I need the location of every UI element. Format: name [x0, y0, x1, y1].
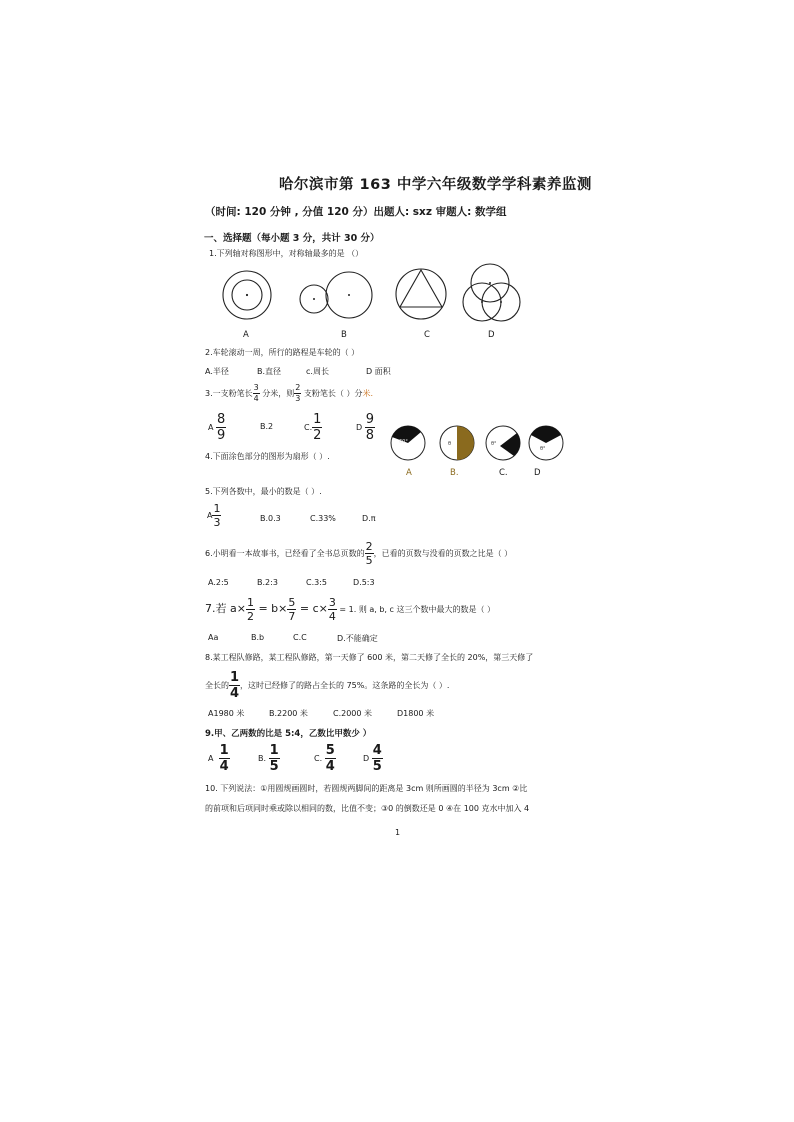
q3-fraction-1: $\frac{3}{4}$ — [253, 383, 259, 403]
q7-option-b: B.b — [251, 633, 265, 642]
q6-fraction: $\frac{2}{5}$ — [365, 540, 373, 567]
q5-option-d: D.π — [362, 514, 376, 523]
q6-option-c: C.3:5 — [306, 578, 328, 587]
q4-figure-d-angle: θ° — [540, 446, 546, 452]
q4-figure-a-angle: 60° — [399, 439, 408, 445]
q6-option-b: B.2:3 — [257, 578, 278, 587]
question-4-text: 4.下面涂色部分的图形为扇形（ ）. — [205, 452, 330, 461]
q8-option-b: B.2200 米 — [269, 709, 308, 718]
q3-post: 支粉笔长（ ）分 — [301, 389, 363, 398]
page-number: 1 — [395, 828, 401, 837]
q9-option-b: B. $\frac{1}{5}$ — [258, 743, 279, 774]
q2-option-b: B.直径 — [257, 367, 282, 376]
q4-figure-b-shade — [457, 426, 474, 460]
q9-option-d: D $\frac{4}{5}$ — [363, 743, 382, 774]
q2-option-d: D 面积 — [366, 367, 391, 376]
q5-option-a: A $\frac{1}{3}$ — [207, 502, 221, 529]
question-5-text: 5.下列各数中，最小的数是（ ）. — [205, 487, 322, 496]
q7-fraction-2: $\frac{5}{7}$ — [288, 596, 296, 623]
q4-figure-b-angle: θ — [448, 441, 452, 447]
question-9-text: 9.甲、乙两数的比是 5:4，乙数比甲数少 ） — [205, 729, 372, 739]
q8-option-d: D1800 米 — [397, 709, 435, 718]
q4-figure-c-shade — [500, 433, 520, 456]
q9-option-a: A $\frac{1}{4}$ — [208, 743, 229, 774]
q3-option-d: D $\frac{9}{8}$ — [356, 412, 374, 443]
q9-option-c: C. $\frac{5}{4}$ — [314, 743, 335, 774]
q2-option-a: A.半径 — [205, 367, 229, 376]
q8-fraction: $\frac{1}{4}$ — [230, 670, 240, 701]
q3-option-b: B.2 — [260, 422, 274, 431]
question-2-text: 2.车轮滚动一周，所行的路程是车轮的（ ） — [205, 348, 360, 357]
q6-option-d: D.5:3 — [353, 578, 375, 587]
question-6-text — [205, 541, 512, 566]
q4-label-d: D — [534, 468, 541, 478]
q3-option-c: C. $\frac{1}{2}$ — [304, 412, 322, 443]
q5-option-c: C.33% — [310, 514, 336, 523]
q9-option-c-fraction: $\frac{5}{4}$ — [325, 743, 335, 774]
q3-option-a-fraction: $\frac{8}{9}$ — [217, 412, 226, 443]
q6-pre: 6.小明看一本故事书，已经看了全书总页数的 — [205, 549, 365, 558]
q1-label-c: C — [424, 330, 430, 340]
q6-post: ，已看的页数与没看的页数之比是（ ） — [373, 549, 513, 558]
question-10-line-2: 的前项和后项同时乘或除以相同的数，比值不变；③0 的倒数还是 0 ④在 100 克水中加入 4 — [205, 804, 530, 813]
q7-option-a: Aa — [208, 633, 219, 642]
section-heading: 一、选择题（每小题 3 分，共计 30 分） — [204, 233, 380, 244]
q4-label-c: C. — [499, 468, 508, 478]
q9-option-d-fraction: $\frac{4}{5}$ — [372, 743, 382, 774]
q2-option-c: c.周长 — [306, 367, 329, 376]
q1-label-a: A — [243, 330, 249, 340]
q7-fraction-3: $\frac{3}{4}$ — [328, 596, 336, 623]
q5-option-b: B.0.3 — [260, 514, 281, 523]
q7-fraction-1: $\frac{1}{2}$ — [246, 596, 254, 623]
q3-pre: 3.一支粉笔长 — [205, 389, 253, 398]
q6-option-a: A.2:5 — [208, 578, 229, 587]
q8-option-c: C.2000 米 — [333, 709, 373, 718]
q1-label-b: B — [341, 330, 347, 340]
q7-option-c: C.C — [293, 633, 307, 642]
question-8-line-2: 全长的 $\frac{1}{4}$ ，这时已经修了的路占全长的 75%。这条路的全长为（ ）. — [205, 670, 450, 701]
q3-option-c-fraction: $\frac{1}{2}$ — [313, 412, 322, 443]
q1-label-d: D — [488, 330, 495, 340]
q4-label-a: A — [406, 468, 412, 478]
q4-figure-c-angle: θ° — [491, 441, 497, 447]
question-8-line-1: 8.某工程队修路，某工程队修路，第一天修了 600 米，第二天修了全长的 20%，第三天修了 — [205, 653, 534, 662]
q3-option-a: A $\frac{8}{9}$ — [208, 412, 226, 443]
q3-fraction-2: $\frac{2}{3}$ — [295, 383, 301, 403]
q9-option-b-fraction: $\frac{1}{5}$ — [269, 743, 279, 774]
q3-mid: 分米，则 — [259, 389, 295, 398]
q9-option-a-fraction: $\frac{1}{4}$ — [219, 743, 229, 774]
page-title: 哈尔滨市第 163 中学六年级数学学科素养监测 — [279, 177, 592, 193]
q3-option-d-fraction: $\frac{9}{8}$ — [365, 412, 374, 443]
q8-option-a: A1980 米 — [208, 709, 245, 718]
question-7-text: 7.若 a× $\frac{1}{2}$ = b× $\frac{5}{7}$ = c× $\frac{3}{4}$ = 1. 则 a, b, c 这三个数中最大的数是（ ） — [205, 596, 496, 623]
q3-unit: 米. — [362, 389, 374, 398]
question-10-line-1: 10. 下列说法：①用圆规画圆时，若圆规两脚间的距离是 3cm 则所画圆的半径为 3cm ②比 — [205, 784, 528, 793]
question-1-text: 1.下列轴对称图形中，对称轴最多的是 （） — [209, 249, 364, 258]
exam-info: （时间: 120 分钟 , 分值 120 分）出题人: sxz 审题人: 数学组 — [205, 206, 507, 218]
q5-option-a-fraction: $\frac{1}{3}$ — [213, 502, 221, 529]
q7-option-d: D.不能确定 — [337, 634, 378, 643]
q4-label-b: B. — [450, 468, 459, 478]
q4-figure-d-shade — [531, 426, 561, 443]
